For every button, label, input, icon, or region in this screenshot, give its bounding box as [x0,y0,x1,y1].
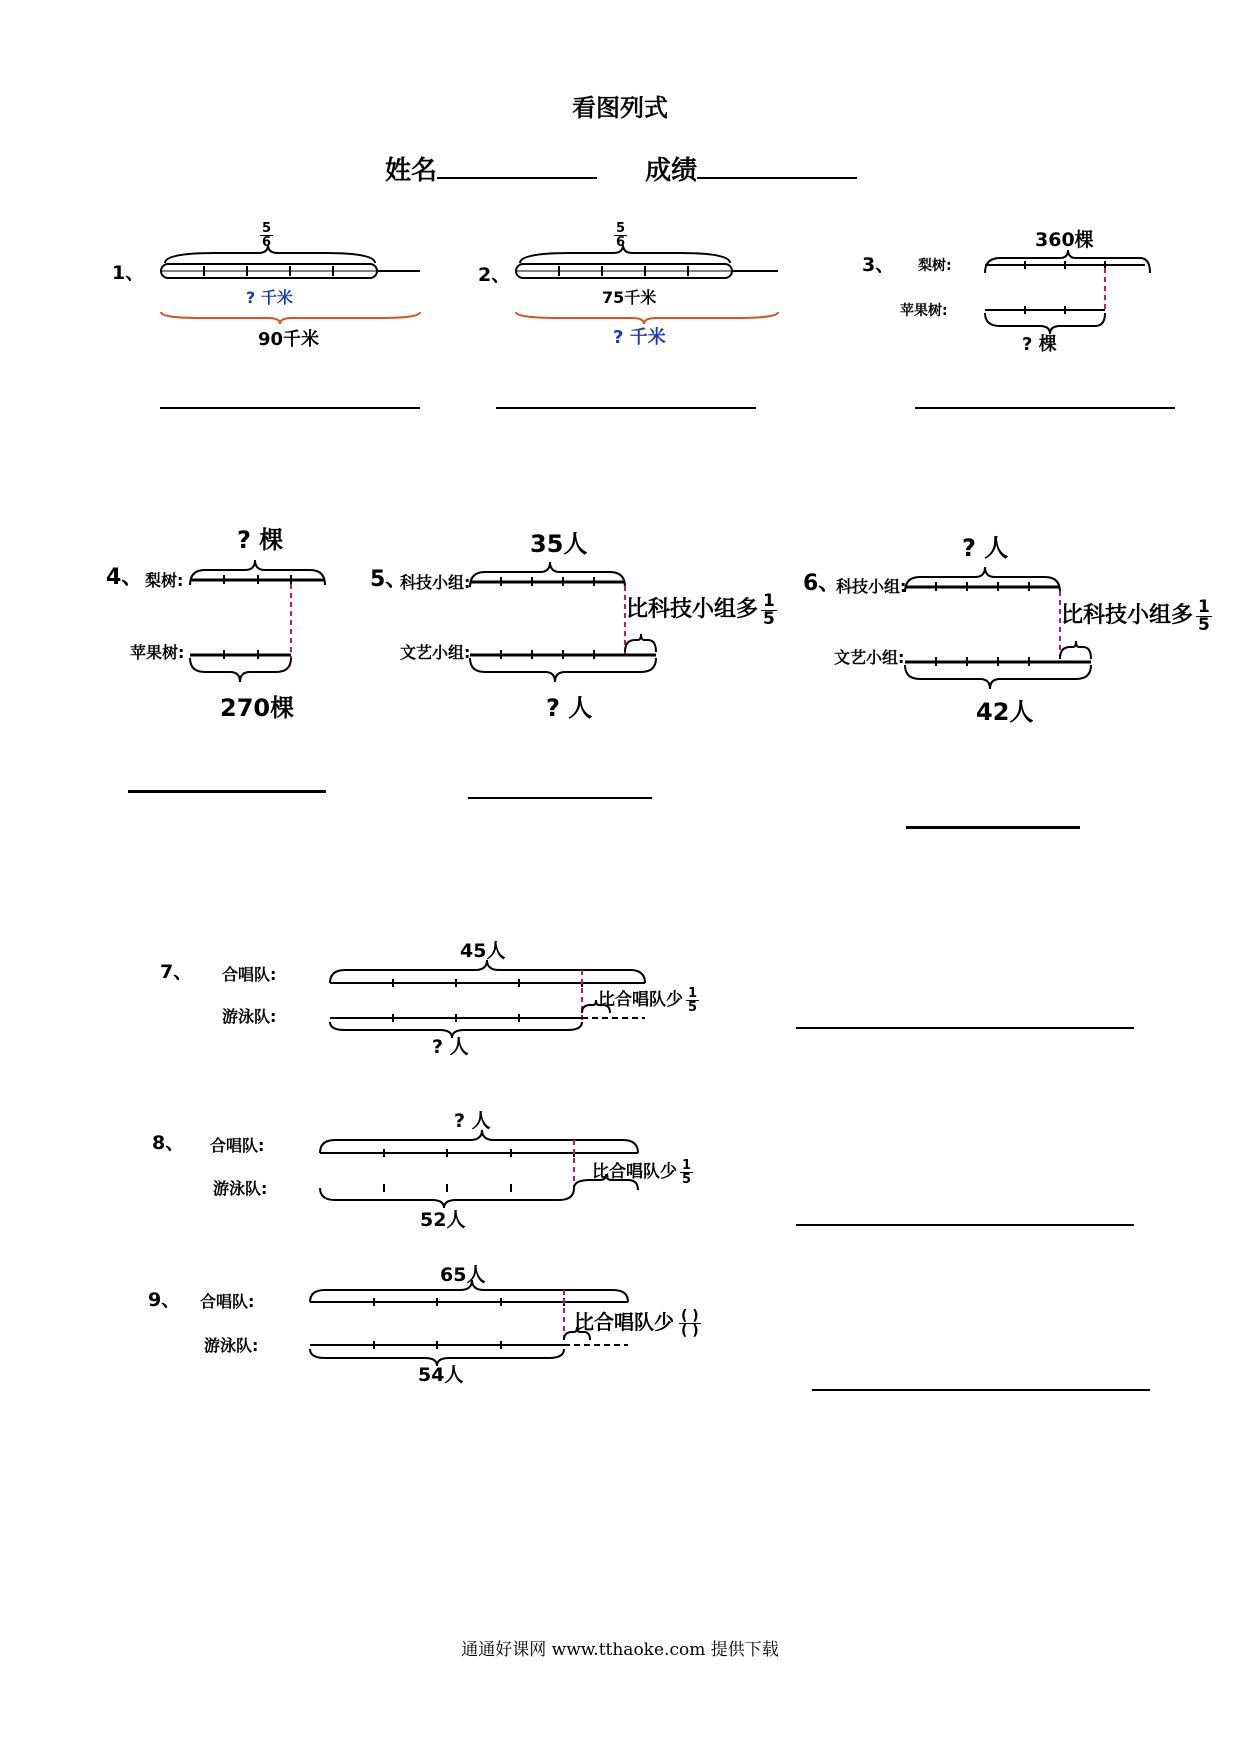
p2-answer-line[interactable] [496,407,756,409]
p7-compare: 比合唱队少 $\frac{1}{5}$ [598,985,698,1015]
p5-compare: 比科技小组多 $\frac{1}{5}$ [626,590,775,629]
p6-compare: 比科技小组多 $\frac{1}{5}$ [1061,596,1210,635]
p5-answer-line[interactable] [468,797,652,799]
p3-diagram [985,250,1150,334]
p4-top-label: ? 棵 [237,526,284,554]
p8-number: 8、 [152,1132,185,1154]
footer-text: 通通好课网 www.tthaoke.com 提供下载 [461,1640,779,1660]
p1-fraction: $\frac{5}{6}$ [262,221,272,250]
p5-top-label: 35人 [530,530,588,558]
p3-answer-line[interactable] [915,407,1175,409]
p8-compare: 比合唱队少 $\frac{1}{5}$ [592,1157,692,1187]
p3-row2-label: 苹果树: [900,303,948,319]
p7-row2-label: 游泳队: [222,1007,277,1026]
p2-bottom-label: ? 千米 [613,327,666,348]
p9-number: 9、 [148,1289,181,1311]
p5-bottom-label: ? 人 [546,694,593,722]
name-label: 姓名 [385,156,438,186]
p3-top-label: 360棵 [1035,229,1094,251]
p3-row1-label: 梨树: [918,258,952,274]
score-label: 成绩 [645,156,698,186]
p3-number: 3、 [862,254,895,276]
p9-compare: 比合唱队少 $\frac{( )}{( )}$ [574,1308,699,1339]
p9-answer-line[interactable] [812,1389,1150,1391]
p4-row1-label: 梨树: [145,571,184,590]
p9-row1-label: 合唱队: [200,1292,255,1311]
p4-answer-line[interactable] [128,790,326,793]
p8-bottom-label: 52人 [420,1209,466,1231]
p1-number: 1、 [112,262,145,284]
p8-top-label: ? 人 [454,1110,491,1132]
p5-row1-label: 科技小组: [400,573,471,592]
p1-top-label: ? 千米 [246,288,293,307]
p9-row2-label: 游泳队: [204,1336,259,1355]
p6-top-label: ? 人 [962,534,1009,562]
p1-bottom-label: 90千米 [258,329,320,350]
p8-answer-line[interactable] [796,1224,1134,1226]
p4-bottom-label: 270棵 [220,694,295,722]
p4-row2-label: 苹果树: [130,643,185,662]
p8-diagram [320,1130,638,1208]
p6-bottom-label: 42人 [976,698,1034,726]
p5-row2-label: 文艺小组: [400,643,471,662]
p6-row1-label: 科技小组: [836,577,907,596]
p8-row1-label: 合唱队: [210,1136,265,1155]
p9-top-label: 65人 [440,1264,486,1286]
p7-top-label: 45人 [460,940,506,962]
p6-row2-label: 文艺小组: [834,648,905,667]
p3-bottom-label: ? 棵 [1022,334,1057,355]
p9-bottom-label: 54人 [418,1364,464,1386]
p1-answer-line[interactable] [160,407,420,409]
page-title: 看图列式 [572,94,668,122]
p4-diagram [190,560,325,682]
p7-answer-line[interactable] [796,1027,1134,1029]
p7-row1-label: 合唱队: [222,965,277,984]
p6-answer-line[interactable] [906,826,1080,829]
p7-bottom-label: ? 人 [432,1036,469,1058]
p5-number: 5、 [370,567,408,592]
p7-number: 7、 [160,961,193,983]
p2-number: 2、 [478,264,511,286]
p4-number: 4、 [106,565,144,590]
p8-row2-label: 游泳队: [213,1179,268,1198]
p2-top-label: 75千米 [602,288,657,307]
p2-fraction: $\frac{5}{6}$ [616,221,626,250]
p6-number: 6、 [803,571,841,596]
